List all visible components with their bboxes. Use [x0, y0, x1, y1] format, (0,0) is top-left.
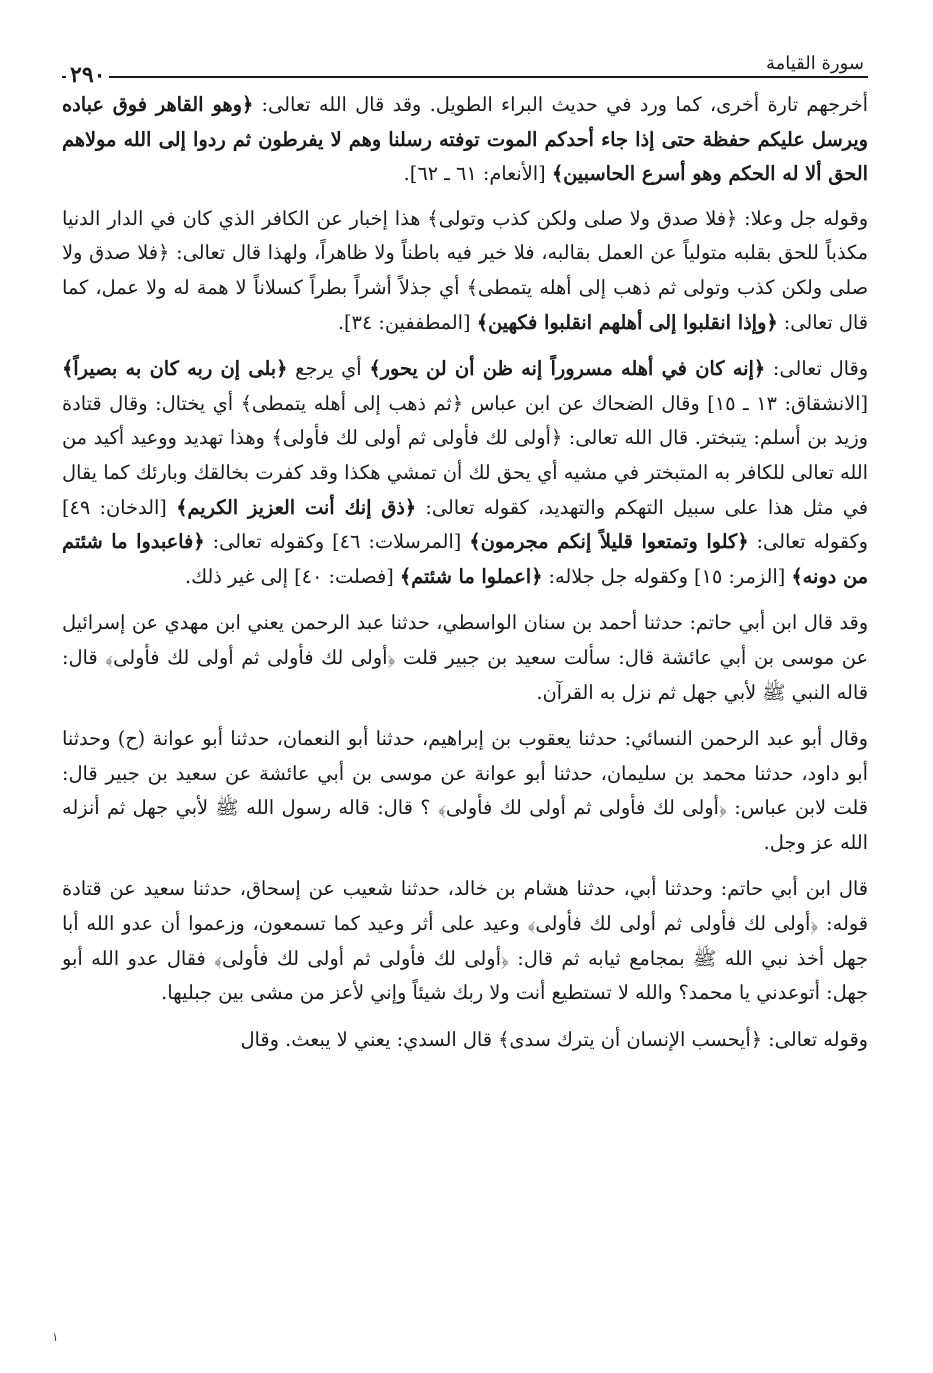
verse-text: ﴿وإذا انقلبوا إلى أهلهم انقلبوا فكهين﴾ [476, 310, 778, 334]
commentary-text: وقد قال ابن أبي حاتم: حدثنا أحمد بن سنان الواسطي، حدثنا عبد الرحمن يعني ابن مهدي عن إسرائيل عن موسى بن أبي عائشة قال: سألت سعيد بن جبير قلت ﴿أولى لك فأولى ثم أولى لك فأولى﴾ قال: قاله النبي ﷺ لأبي جهل ثم نزل به القرآن. [62, 611, 868, 704]
paragraph [62, 88, 868, 192]
commentary-text: وقوله جل وعلا: ﴿فلا صدق ولا صلى ولكن كذب وتولى﴾ هذا إخبار عن الكافر الذي كان في الدار الدنيا مكذباً للحق بقلبه متولياً عن العمل بقالبه، فلا خير فيه باطناً ولا ظاهراً، ولهذا قال تعالى: ﴿فلا صدق ولا صلى ولكن كذب وتولى ثم ذهب إلى أهله يتمطى﴾ أي جذلاً أشراً بطراً كسلاناً لا همة له ولا عمل، كما قال تعالى: [62, 206, 868, 334]
commentary-text: أي يرجع [287, 357, 370, 381]
commentary-text: [الأنعام: ٦١ ـ ٦٢]. [403, 162, 552, 186]
paragraph [62, 722, 868, 860]
commentary-text: [الزمر: ١٥] وكقوله جل جلاله: [542, 564, 792, 588]
commentary-text: [المرسلات: ٤٦] وكقوله تعالى: [204, 530, 470, 554]
paragraph [62, 202, 868, 340]
commentary-text: أخرجهم تارة أخرى، كما ورد في حديث البراء الطويل. وقد قال الله تعالى: [253, 93, 868, 116]
paragraph [62, 606, 868, 710]
paragraph [62, 1023, 868, 1058]
verse-text: ﴿اعملوا ما شئتم﴾ [399, 564, 543, 588]
surah-title: سورة القيامة [765, 53, 864, 74]
verse-text: ﴿بلى إن ربه كان به بصيراً﴾ [62, 357, 288, 381]
book-page [62, 40, 868, 1069]
page-body [62, 88, 868, 1057]
verse-text: ﴿وهو القاهر فوق عباده ويرسل عليكم حفظة حتى إذا جاء أحدكم الموت توفته رسلنا وهم لا يفرطون ثم ردوا إلى الله مولاهم الحق ألا له الحكم وهو أسرع الحاسبين﴾ [62, 93, 868, 186]
page-number: ٢٩٠ [66, 62, 109, 88]
commentary-text: [المطففين: ٣٤]. [337, 310, 477, 334]
commentary-text: [الانشقاق: ١٣ ـ ١٥] وقال الضحاك عن ابن عباس ﴿ثم ذهب إلى أهله يتمطى﴾ أي يختال: وقال قتادة وزيد بن أسلم: يتبختر. قال الله تعالى: ﴿أولى لك فأولى ثم أولى لك فأولى﴾ وهذا تهديد ووعيد أكيد من الله تعالى للكافر به المتبختر في مشيه أي يحق لك أن تمشي هكذا وقد كفرت بخالقك وبارئك كما يقال في مثل هذا على سبيل التهكم والتهديد، كقوله تعالى: [62, 391, 868, 519]
corner-mark: ١ [52, 1330, 59, 1344]
commentary-text: وقال تعالى: [765, 357, 869, 381]
commentary-text: قال ابن أبي حاتم: وحدثنا أبي، حدثنا هشام بن خالد، حدثنا شعيب عن إسحاق، حدثنا سعيد عن قتادة قوله: ﴿أولى لك فأولى ثم أولى لك فأولى﴾ وعيد على أثر وعيد كما تسمعون، وزعموا أن عدو الله أبا جهل أخذ نبي الله ﷺ بمجامع ثيابه ثم قال: ﴿أولى لك فأولى ثم أولى لك فأولى﴾ فقال عدو الله أبو جهل: أتوعدني يا محمد؟ والله لا تستطيع أنت ولا ربك شيئاً وإني لأعز من مشى بين جبليها. [62, 877, 868, 1005]
commentary-text: وقال أبو عبد الرحمن النسائي: حدثنا يعقوب بن إبراهيم، حدثنا أبو النعمان، حدثنا أبو عوانة (ح) وحدثنا أبو داود، حدثنا محمد بن سليمان، حدثنا أبو عوانة عن موسى بن أبي عائشة عن سعيد بن جبير قال: قلت لابن عباس: ﴿أولى لك فأولى ثم أولى لك فأولى﴾ ؟ قال: قاله رسول الله ﷺ لأبي جهل ثم أنزله الله عز وجل. [62, 727, 868, 854]
paragraph [62, 352, 868, 594]
commentary-text: وقوله تعالى: ﴿أيحسب الإنسان أن يترك سدى﴾ قال السدي: يعني لا يبعث. وقال [240, 1027, 868, 1051]
paragraph [62, 872, 868, 1010]
commentary-text: [فصلت: ٤٠] إلى غير ذلك. [185, 564, 400, 588]
verse-text: ﴿ذق إنك أنت العزيز الكريم﴾ [176, 495, 417, 519]
verse-text: ﴿إنه كان في أهله مسروراً إنه ظن أن لن يحور﴾ [369, 357, 766, 381]
verse-text: ﴿كلوا وتمتعوا قليلاً إنكم مجرمون﴾ [469, 530, 749, 554]
verse-text: ﴿فاعبدوا ما شئتم من دونه﴾ [62, 530, 868, 588]
page-header [62, 40, 868, 88]
commentary-text: [الدخان: ٤٩] وكقوله تعالى: [62, 495, 868, 554]
